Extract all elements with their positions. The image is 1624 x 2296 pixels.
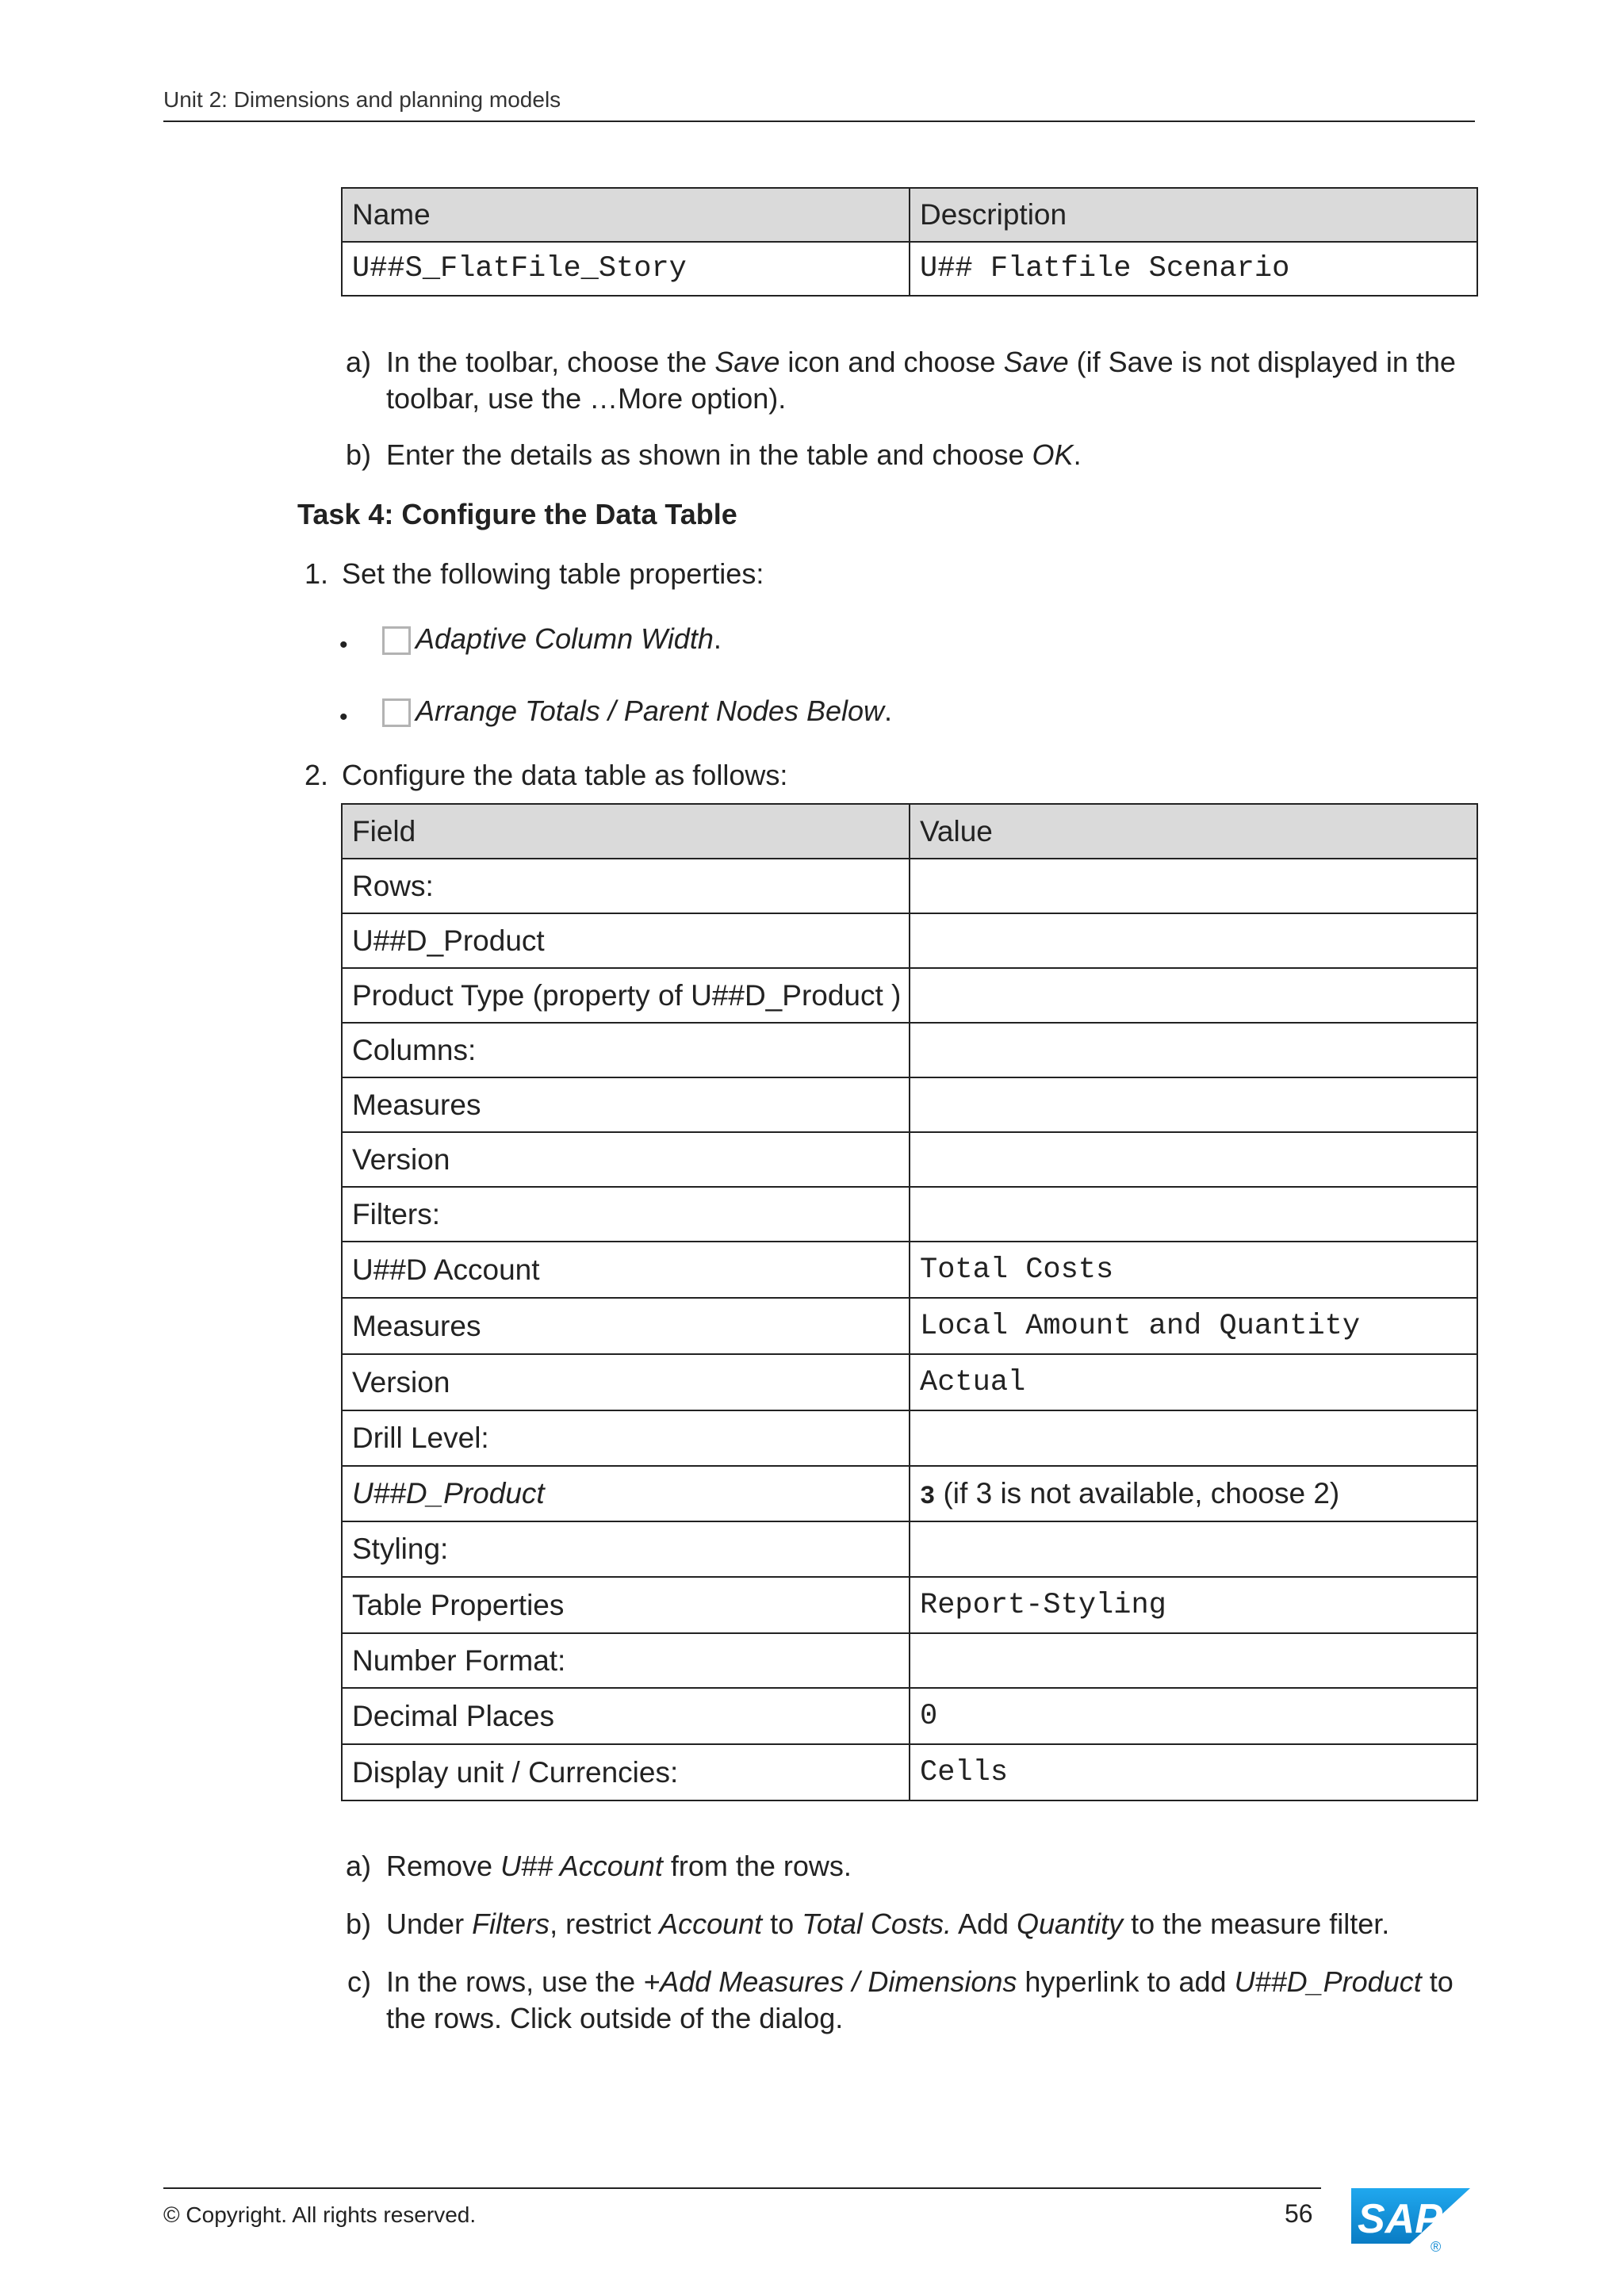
value-cell: Cells — [910, 1744, 1477, 1800]
svg-text:SAP: SAP — [1358, 2196, 1442, 2242]
table-header-row — [342, 804, 1477, 859]
step-text: In the toolbar, choose the Save icon and choose Save (if Save is not displayed in the — [386, 346, 1456, 378]
table-row — [342, 1023, 1477, 1077]
configuration-table — [341, 803, 1478, 1801]
field-cell: Filters: — [342, 1187, 910, 1242]
table-row — [342, 1633, 1477, 1688]
step-label: b) — [345, 438, 371, 471]
field-cell: Measures — [342, 1298, 910, 1354]
table-row — [342, 968, 1477, 1023]
bullet: • — [339, 704, 348, 730]
footer-divider — [163, 2187, 1321, 2189]
column-header-field: Field — [342, 804, 910, 859]
value-cell: 0 — [910, 1688, 1477, 1744]
value-cell — [910, 1132, 1477, 1187]
step-label: b) — [345, 1908, 371, 1940]
column-header-name: Name — [342, 188, 910, 242]
field-cell: Drill Level: — [342, 1410, 910, 1466]
field-cell: Number Format: — [342, 1633, 910, 1688]
table-row — [342, 1410, 1477, 1466]
field-cell: U##D Account — [342, 1242, 910, 1298]
save-menu-term: Save — [1003, 346, 1069, 378]
field-cell: Version — [342, 1132, 910, 1187]
field-cell: Product Type (property of U##D_Product ) — [342, 968, 910, 1023]
save-details-table — [341, 187, 1478, 297]
step-number: 2. — [304, 759, 328, 791]
property-item: Arrange Totals / Parent Nodes Below. — [382, 693, 892, 729]
field-cell: Styling: — [342, 1521, 910, 1577]
table-row — [342, 242, 1477, 296]
field-cell: Display unit / Currencies: — [342, 1744, 910, 1800]
value-cell — [910, 1633, 1477, 1688]
svg-text:®: ® — [1431, 2239, 1442, 2253]
step-text-continued: toolbar, use the …More option). — [386, 382, 787, 415]
value-cell — [910, 1077, 1477, 1132]
value-cell — [910, 968, 1477, 1023]
save-icon-term: Save — [714, 346, 780, 378]
table-row — [342, 913, 1477, 968]
story-name-cell: U##S_FlatFile_Story — [342, 242, 910, 296]
step-text: In the rows, use the +Add Measures / Dimensions hyperlink to add U##D_Product to — [386, 1965, 1454, 1998]
step-text: Set the following table properties: — [342, 557, 764, 590]
running-header: Unit 2: Dimensions and planning models — [163, 87, 561, 112]
table-row — [342, 1521, 1477, 1577]
sap-logo — [1351, 2188, 1477, 2253]
header-divider — [163, 121, 1475, 122]
task-heading: Task 4: Configure the Data Table — [297, 498, 737, 530]
table-row — [342, 1688, 1477, 1744]
field-cell: U##D_Product — [342, 1466, 910, 1521]
table-row — [342, 1187, 1477, 1242]
table-row — [342, 1077, 1477, 1132]
copyright-notice: © Copyright. All rights reserved. — [163, 2202, 477, 2227]
property-item: Adaptive Column Width. — [382, 621, 722, 657]
property-label: Adaptive Column Width — [416, 622, 714, 655]
step-label: c) — [347, 1965, 371, 1998]
add-measures-dimensions-link: +Add Measures / Dimensions — [643, 1965, 1017, 1998]
value-cell: Local Amount and Quantity — [910, 1298, 1477, 1354]
table-row — [342, 1744, 1477, 1800]
field-cell: Measures — [342, 1077, 910, 1132]
field-cell: U##D_Product — [342, 913, 910, 968]
table-row — [342, 859, 1477, 913]
field-cell: Decimal Places — [342, 1688, 910, 1744]
field-cell: Columns: — [342, 1023, 910, 1077]
value-cell — [910, 859, 1477, 913]
ok-term: OK — [1032, 438, 1074, 471]
table-row — [342, 1577, 1477, 1633]
field-cell: Version — [342, 1354, 910, 1410]
value-cell — [910, 1410, 1477, 1466]
value-cell: Report-Styling — [910, 1577, 1477, 1633]
column-header-value: Value — [910, 804, 1477, 859]
step-text: Under Filters, restrict Account to Total Costs. Add Quantity to the measure filter. — [386, 1908, 1390, 1940]
property-label: Arrange Totals / Parent Nodes Below — [416, 695, 884, 727]
step-label: a) — [345, 1850, 371, 1882]
value-cell: 3 (if 3 is not available, choose 2) — [910, 1466, 1477, 1521]
value-cell: Actual — [910, 1354, 1477, 1410]
table-row — [342, 1354, 1477, 1410]
table-header-row — [342, 188, 1477, 242]
table-row — [342, 1242, 1477, 1298]
page-number: 56 — [1285, 2199, 1313, 2228]
column-header-description: Description — [910, 188, 1477, 242]
step-text: Enter the details as shown in the table and choose OK. — [386, 438, 1082, 471]
table-row — [342, 1466, 1477, 1521]
table-row — [342, 1132, 1477, 1187]
value-cell: Total Costs — [910, 1242, 1477, 1298]
step-number: 1. — [304, 557, 328, 590]
story-description-cell: U## Flatfile Scenario — [910, 242, 1477, 296]
value-cell — [910, 1023, 1477, 1077]
bullet: • — [339, 632, 348, 658]
checkbox-adaptive-column-width[interactable] — [382, 626, 411, 655]
step-text: Configure the data table as follows: — [342, 759, 788, 791]
field-cell: Rows: — [342, 859, 910, 913]
checkbox-arrange-totals[interactable] — [382, 698, 411, 727]
value-cell — [910, 1187, 1477, 1242]
field-cell: Table Properties — [342, 1577, 910, 1633]
step-text-continued: the rows. Click outside of the dialog. — [386, 2002, 844, 2034]
value-cell — [910, 1521, 1477, 1577]
step-label: a) — [345, 346, 371, 378]
table-row — [342, 1298, 1477, 1354]
value-cell — [910, 913, 1477, 968]
step-text: Remove U## Account from the rows. — [386, 1850, 852, 1882]
